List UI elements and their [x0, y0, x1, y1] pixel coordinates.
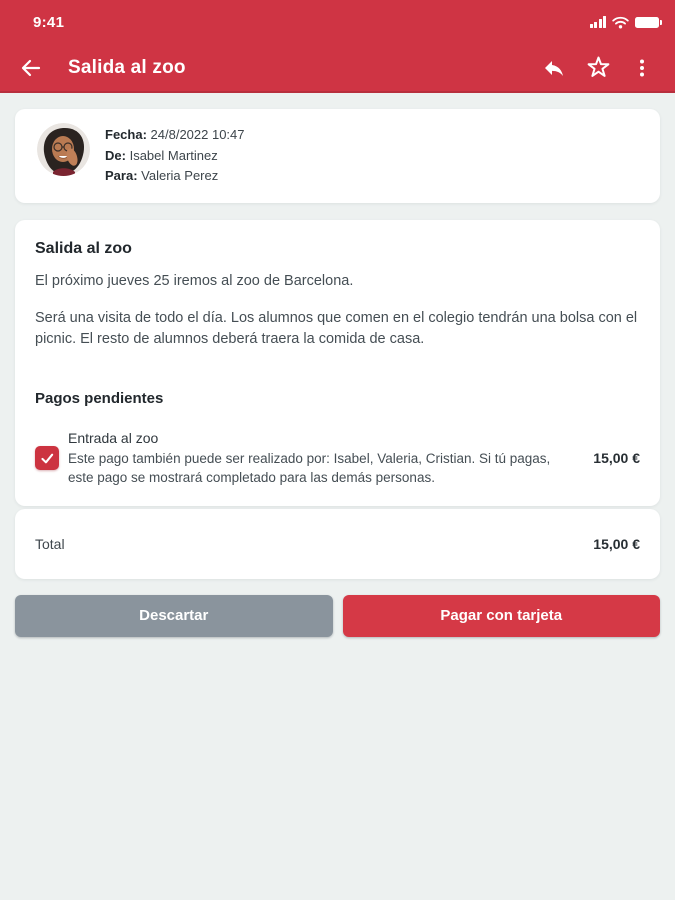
payment-checkbox[interactable] — [35, 446, 59, 470]
payment-description: Este pago también puede ser realizado por: Isabel, Valeria, Cristian. Si tú pagas, este pago se mostrará completado para las demás personas. — [68, 450, 551, 485]
total-card — [15, 509, 660, 579]
message-meta-card — [15, 109, 660, 203]
message-paragraph: Será una visita de todo el día. Los alumnos que comen en el colegio tendrán una bolsa con el picnic. El resto de alumnos deberá traera la comida de casa. — [35, 309, 638, 347]
action-bar — [15, 595, 660, 637]
battery-icon — [635, 17, 659, 28]
reply-icon[interactable] — [539, 53, 569, 83]
pay-with-card-button[interactable]: Pagar con tarjeta — [343, 595, 661, 637]
navigation-bar — [0, 44, 675, 93]
overflow-menu-icon[interactable] — [627, 53, 657, 83]
meta-de — [105, 146, 245, 167]
payment-amount: 15,00 € — [593, 450, 640, 466]
wifi-icon — [612, 16, 629, 29]
message-paragraph: El próximo jueves 25 iremos al zoo de Barcelona. — [35, 272, 354, 289]
payment-title: Entrada al zoo — [68, 429, 159, 446]
page-title: Salida al zoo — [68, 56, 186, 78]
meta-fecha-value: 24/8/2022 10:47 — [150, 127, 245, 142]
star-icon[interactable] — [583, 53, 613, 83]
total-label: Total — [35, 535, 65, 552]
sender-avatar — [37, 123, 90, 176]
payment-item-row — [35, 429, 640, 488]
status-bar — [0, 0, 675, 44]
meta-fecha-label: Fecha: — [105, 127, 147, 142]
discard-button[interactable]: Descartar — [15, 595, 333, 637]
payments-heading: Pagos pendientes — [35, 389, 164, 407]
meta-para — [105, 166, 245, 187]
message-subject: Salida al zoo — [35, 239, 132, 257]
meta-de-value: Isabel Martinez — [129, 147, 218, 163]
status-time: 9:41 — [33, 13, 65, 31]
meta-de-label: De: — [105, 147, 126, 163]
meta-para-label: Para: — [105, 168, 138, 183]
back-button[interactable] — [16, 53, 46, 83]
meta-fecha — [105, 125, 245, 146]
meta-para-value: Valeria Perez — [141, 168, 219, 183]
message-body-card — [15, 220, 660, 506]
total-amount: 15,00 € — [593, 535, 640, 552]
cellular-signal-icon — [590, 16, 607, 28]
